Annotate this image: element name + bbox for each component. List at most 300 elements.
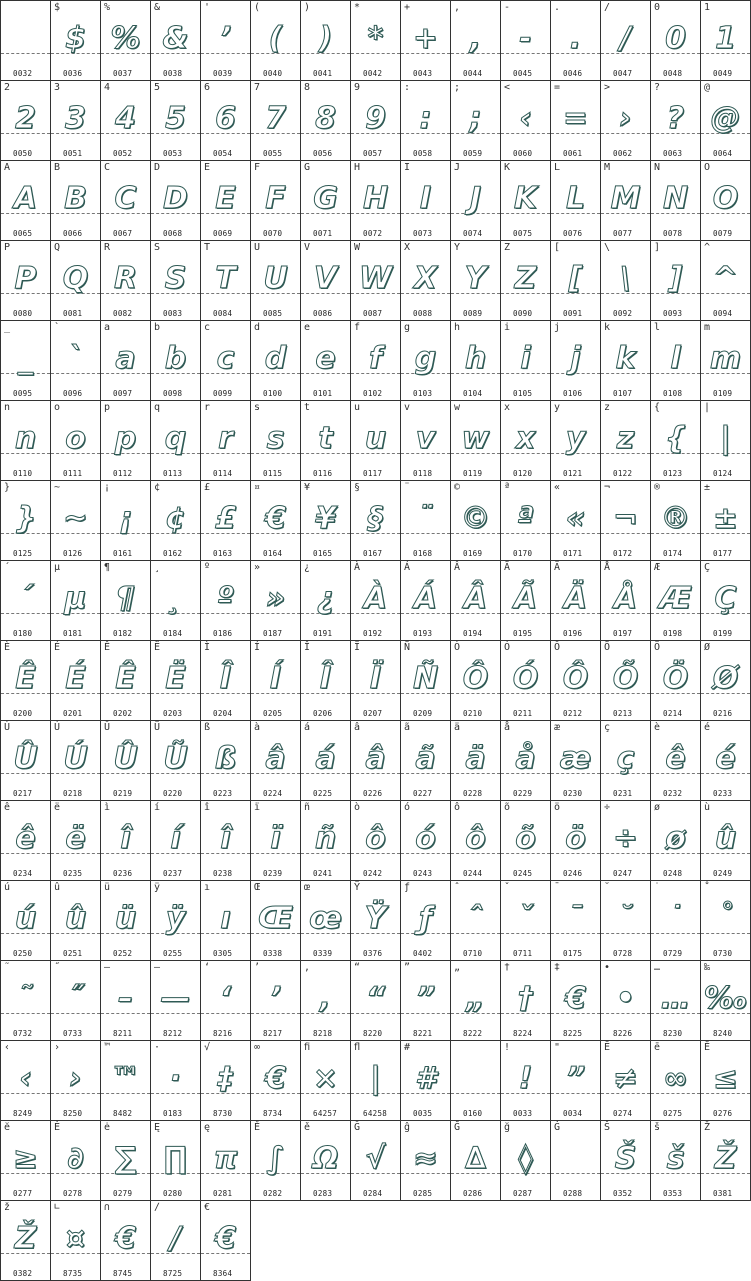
glyph-code: 0078 [663, 229, 683, 238]
glyph-label: º [204, 562, 211, 573]
glyph-label: ﬂ [354, 1042, 361, 1053]
glyph-sample: / [170, 1221, 181, 1256]
glyph-sample: J [469, 181, 482, 216]
glyph-code: 0210 [463, 709, 483, 718]
glyph-code: 0084 [213, 309, 233, 318]
glyph-sample: H [362, 181, 389, 216]
glyph-sample: û [64, 901, 87, 936]
glyph-cell [151, 1121, 201, 1201]
glyph-code: 8250 [63, 1109, 83, 1118]
glyph-sample: 5 [165, 101, 186, 136]
glyph-cell [601, 1121, 651, 1201]
glyph-label: ¬ [604, 482, 611, 493]
glyph-code: 0064 [713, 149, 733, 158]
glyph-cell [301, 561, 351, 641]
glyph-cell [651, 1121, 701, 1201]
glyph-label: Y [454, 242, 461, 253]
glyph-label: Ž [704, 1122, 711, 1133]
glyph-sample: ∂ [67, 1141, 84, 1176]
glyph-sample: ( [268, 21, 283, 56]
glyph-label: Ö [654, 642, 661, 653]
glyph-code: 0275 [663, 1109, 683, 1118]
glyph-label: ¤ [254, 482, 261, 493]
glyph-sample: L [565, 181, 586, 216]
glyph-label: ƒ [404, 882, 411, 893]
glyph-code: 0733 [63, 1029, 83, 1038]
glyph-cell [51, 241, 101, 321]
glyph-sample [1, 19, 50, 63]
glyph-cell [651, 801, 701, 881]
glyph-cell [1, 721, 51, 801]
glyph-sample: k [615, 341, 636, 376]
glyph-label: ø [654, 802, 661, 813]
glyph-label: ] [654, 242, 661, 253]
glyph-cell [351, 641, 401, 721]
glyph-cell [201, 1201, 251, 1281]
glyph-cell [301, 721, 351, 801]
glyph-code: 0228 [463, 789, 483, 798]
glyph-sample: 1 [715, 21, 736, 56]
glyph-label: Ñ [404, 642, 411, 653]
glyph-code: 0243 [413, 869, 433, 878]
glyph-code: 0201 [63, 709, 83, 718]
glyph-code: 0034 [563, 1109, 583, 1118]
glyph-sample: t [318, 421, 333, 456]
glyph-code: 0206 [313, 709, 333, 718]
glyph-label: ü [104, 882, 111, 893]
glyph-label: § [354, 482, 361, 493]
glyph-code: 0381 [713, 1189, 733, 1198]
glyph-sample: π [213, 1141, 238, 1176]
glyph-cell [201, 161, 251, 241]
glyph-sample: ’ [219, 21, 232, 56]
glyph-sample: ± [712, 501, 739, 536]
glyph-code: 0162 [163, 549, 183, 558]
glyph-code: 0085 [263, 309, 283, 318]
glyph-cell [1, 241, 51, 321]
glyph-code: 0083 [163, 309, 183, 318]
glyph-label: 1 [704, 2, 711, 13]
glyph-cell [201, 561, 251, 641]
glyph-cell [651, 881, 701, 961]
glyph-cell [651, 641, 701, 721]
glyph-label: O [704, 162, 711, 173]
glyph-label: „ [454, 962, 461, 973]
glyph-code: 0195 [513, 629, 533, 638]
glyph-code: 8221 [413, 1029, 433, 1038]
glyph-cell [401, 961, 451, 1041]
glyph-label: ß [204, 722, 211, 733]
glyph-label: % [104, 2, 111, 13]
glyph-sample: ô [365, 821, 386, 856]
glyph-sample: „ [465, 981, 486, 1016]
glyph-sample: ß [214, 741, 237, 776]
glyph-label: ∕ [154, 1202, 161, 1213]
glyph-label: Û [104, 722, 111, 733]
glyph-sample: u [364, 421, 387, 456]
glyph-label: 5 [154, 82, 161, 93]
glyph-sample: d [264, 341, 287, 376]
glyph-code: 0247 [613, 869, 633, 878]
glyph-cell [701, 1121, 751, 1201]
glyph-code: 0038 [163, 69, 183, 78]
glyph-code: 0121 [563, 469, 583, 478]
glyph-label: * [354, 2, 361, 13]
glyph-cell [451, 241, 501, 321]
glyph-code: 0204 [213, 709, 233, 718]
glyph-cell [251, 1121, 301, 1201]
glyph-label: d [254, 322, 261, 333]
glyph-sample: Û [13, 741, 38, 776]
glyph-code: 0251 [63, 949, 83, 958]
glyph-code: 0058 [413, 149, 433, 158]
glyph-sample: « [565, 501, 586, 536]
glyph-code: 0200 [13, 709, 33, 718]
glyph-label: › [54, 1042, 61, 1053]
glyph-label: C [104, 162, 111, 173]
glyph-cell [51, 801, 101, 881]
glyph-sample: ≤ [712, 1061, 739, 1096]
glyph-cell [151, 481, 201, 561]
glyph-sample: Ÿ [364, 901, 387, 936]
glyph-label: ˇ [504, 882, 511, 893]
glyph-label: + [404, 2, 411, 13]
glyph-cell [151, 881, 201, 961]
glyph-code: 8730 [213, 1109, 233, 1118]
glyph-cell [501, 1, 551, 81]
glyph-label: ® [654, 482, 661, 493]
glyph-sample: * [367, 21, 384, 56]
glyph-label: Ē [604, 1042, 611, 1053]
glyph-code: 0104 [463, 389, 483, 398]
glyph-cell [651, 321, 701, 401]
glyph-cell [501, 961, 551, 1041]
glyph-code: 8249 [13, 1109, 33, 1118]
glyph-code: 0122 [613, 469, 633, 478]
glyph-sample: ’ [269, 981, 282, 1016]
glyph-cell [451, 321, 501, 401]
glyph-sample: % [110, 21, 141, 56]
glyph-sample: ˝ [68, 981, 83, 1016]
glyph-cell [101, 641, 151, 721]
glyph-label: • [604, 962, 611, 973]
glyph-code: 0234 [13, 869, 33, 878]
glyph-label: _ [4, 322, 11, 333]
glyph-code: 0175 [563, 949, 583, 958]
glyph-cell [351, 321, 401, 401]
glyph-cell [401, 401, 451, 481]
glyph-label: e [304, 322, 311, 333]
glyph-label: É [54, 642, 61, 653]
glyph-label: ã [404, 722, 411, 733]
glyph-cell [1, 161, 51, 241]
glyph-sample: ‹ [19, 1061, 32, 1096]
glyph-sample: | [370, 1061, 381, 1096]
glyph-code: 0160 [463, 1109, 483, 1118]
glyph-cell [551, 81, 601, 161]
glyph-sample: € [265, 1061, 286, 1096]
glyph-sample: … [660, 981, 691, 1016]
glyph-code: 0125 [13, 549, 33, 558]
glyph-cell [1, 401, 51, 481]
glyph-code: 0103 [413, 389, 433, 398]
glyph-code: 0098 [163, 389, 183, 398]
glyph-code: 0032 [13, 69, 33, 78]
glyph-cell [151, 241, 201, 321]
glyph-sample: Í [269, 661, 282, 696]
glyph-code: 0052 [113, 149, 133, 158]
glyph-sample: Â [463, 581, 488, 616]
glyph-cell [601, 81, 651, 161]
glyph-sample: w [461, 421, 490, 456]
glyph-code: 0073 [413, 229, 433, 238]
glyph-cell [601, 561, 651, 641]
glyph-sample: ı [220, 901, 231, 936]
glyph-code: 0239 [263, 869, 283, 878]
glyph-code: 0093 [663, 309, 683, 318]
glyph-label: I [404, 162, 411, 173]
glyph-label: ! [504, 1042, 511, 1053]
glyph-sample: ø [665, 821, 686, 856]
glyph-cell [1, 881, 51, 961]
glyph-code: 0070 [263, 229, 283, 238]
glyph-label: — [154, 962, 161, 973]
glyph-sample: Ũ [163, 741, 188, 776]
glyph-cell [151, 1201, 201, 1281]
glyph-sample: Ö [662, 661, 689, 696]
glyph-code: 0216 [713, 709, 733, 718]
glyph-cell [501, 721, 551, 801]
glyph-code: 0090 [513, 309, 533, 318]
glyph-sample: W [358, 261, 393, 296]
glyph-label: œ [304, 882, 311, 893]
glyph-sample: m [709, 341, 742, 376]
glyph-sample: Õ [612, 661, 639, 696]
glyph-cell [251, 881, 301, 961]
glyph-cell [551, 161, 601, 241]
glyph-code: 0047 [613, 69, 633, 78]
glyph-label: ú [4, 882, 11, 893]
glyph-sample: › [69, 1061, 82, 1096]
glyph-label: ¨ [404, 482, 411, 493]
glyph-sample [551, 1139, 600, 1183]
glyph-cell [701, 481, 751, 561]
glyph-cell [251, 801, 301, 881]
glyph-code: 0079 [713, 229, 733, 238]
glyph-sample: Û [113, 741, 138, 776]
glyph-code: 0116 [313, 469, 333, 478]
glyph-cell [201, 401, 251, 481]
glyph-sample: ä [465, 741, 486, 776]
glyph-code: 8230 [663, 1029, 683, 1038]
glyph-label: x [504, 402, 511, 413]
glyph-code: 0066 [63, 229, 83, 238]
glyph-sample: z [616, 421, 635, 456]
glyph-cell [401, 1121, 451, 1201]
glyph-label: & [154, 2, 161, 13]
glyph-code: 8222 [463, 1029, 483, 1038]
glyph-code: 0237 [163, 869, 183, 878]
glyph-label: Ė [54, 1122, 61, 1133]
glyph-sample: I [419, 181, 432, 216]
glyph-code: 0102 [363, 389, 383, 398]
glyph-code: 0035 [413, 1109, 433, 1118]
glyph-label: ÷ [604, 802, 611, 813]
glyph-cell [451, 1121, 501, 1201]
glyph-cell [101, 1041, 151, 1121]
glyph-code: 64257 [313, 1109, 338, 1118]
glyph-label: È [4, 642, 11, 653]
glyph-label: ¡ [104, 482, 111, 493]
glyph-label: ó [404, 802, 411, 813]
glyph-code: 0060 [513, 149, 533, 158]
glyph-label: Ě [254, 1122, 261, 1133]
glyph-label: } [4, 482, 11, 493]
glyph-cell [101, 961, 151, 1041]
glyph-label: Ü [154, 722, 161, 733]
glyph-code: 0192 [363, 629, 383, 638]
glyph-sample: ◊ [518, 1141, 533, 1176]
glyph-label: – [104, 962, 111, 973]
glyph-cell [401, 641, 451, 721]
glyph-code: 0063 [663, 149, 683, 158]
glyph-sample: ‚ [319, 981, 332, 1016]
glyph-code: 0376 [363, 949, 383, 958]
glyph-cell [351, 961, 401, 1041]
glyph-sample: ö [565, 821, 586, 856]
glyph-cell [701, 881, 751, 961]
glyph-label: ` [54, 322, 61, 333]
glyph-sample: ¯ [568, 901, 583, 936]
glyph-label: T [204, 242, 211, 253]
glyph-code: 0181 [63, 629, 83, 638]
glyph-label: > [604, 82, 611, 93]
glyph-label: … [654, 962, 661, 973]
glyph-sample: Å [613, 581, 638, 616]
glyph-sample: ‰ [703, 981, 748, 1016]
glyph-cell [401, 721, 451, 801]
glyph-cell [601, 1, 651, 81]
glyph-label: è [654, 722, 661, 733]
glyph-label: l [654, 322, 661, 333]
glyph-label: ~ [54, 482, 61, 493]
glyph-sample: V [313, 261, 338, 296]
glyph-label: Š [604, 1122, 611, 1133]
glyph-cell [251, 1041, 301, 1121]
glyph-sample: ¿ [316, 581, 335, 616]
glyph-cell [701, 961, 751, 1041]
glyph-sample: € [115, 1221, 136, 1256]
glyph-sample: Q [62, 261, 89, 296]
glyph-sample: ô [465, 821, 486, 856]
glyph-sample: x [515, 421, 536, 456]
glyph-sample: T [215, 261, 236, 296]
glyph-sample: » [265, 581, 286, 616]
glyph-cell [101, 1, 151, 81]
glyph-sample: ^ [712, 261, 739, 296]
glyph-label: " [554, 1042, 561, 1053]
glyph-sample: ˚ [718, 901, 733, 936]
glyph-label: Æ [654, 562, 661, 573]
glyph-sample: ˙ [668, 901, 683, 936]
glyph-label: z [604, 402, 611, 413]
glyph-cell [701, 321, 751, 401]
glyph-sample: ” [415, 981, 436, 1016]
glyph-code: 0225 [313, 789, 333, 798]
glyph-cell [351, 1, 401, 81]
glyph-code: 0096 [63, 389, 83, 398]
glyph-code: 0076 [563, 229, 583, 238]
glyph-code: 8482 [113, 1109, 133, 1118]
glyph-cell [601, 481, 651, 561]
glyph-code: 0197 [613, 629, 633, 638]
glyph-label: [ [554, 242, 561, 253]
glyph-code: 8226 [613, 1029, 633, 1038]
glyph-cell [51, 1201, 101, 1281]
glyph-label: ù [704, 802, 711, 813]
glyph-sample: Ø [712, 661, 739, 696]
glyph-code: 0218 [63, 789, 83, 798]
glyph-sample: P [14, 261, 37, 296]
glyph-label: c [204, 322, 211, 333]
glyph-label: p [104, 402, 111, 413]
glyph-cell [501, 1121, 551, 1201]
glyph-cell [601, 881, 651, 961]
glyph-label: ˜ [4, 962, 11, 973]
glyph-sample: = [562, 101, 589, 136]
glyph-label: K [504, 162, 511, 173]
glyph-label: Ğ [454, 1122, 461, 1133]
glyph-sample: É [65, 661, 86, 696]
glyph-code: 0054 [213, 149, 233, 158]
glyph-code: 0048 [663, 69, 683, 78]
glyph-cell [51, 721, 101, 801]
glyph-label: ª [504, 482, 511, 493]
glyph-label: # [404, 1042, 411, 1053]
glyph-sample: ‹ [519, 101, 532, 136]
glyph-code: 0274 [613, 1109, 633, 1118]
glyph-code: 0167 [363, 549, 383, 558]
glyph-code: 0202 [113, 709, 133, 718]
glyph-label: Í [254, 642, 261, 653]
glyph-sample: , [469, 21, 482, 56]
glyph-cell [201, 801, 251, 881]
glyph-label: Ø [704, 642, 711, 653]
glyph-cell [1, 321, 51, 401]
glyph-cell [401, 1041, 451, 1121]
glyph-label: ö [554, 802, 561, 813]
glyph-cell [1, 81, 51, 161]
glyph-sample: ÷ [612, 821, 639, 856]
glyph-sample: Ú [63, 741, 88, 776]
glyph-label: 7 [254, 82, 261, 93]
glyph-sample: o [65, 421, 86, 456]
glyph-sample: v [415, 421, 436, 456]
glyph-label: ı [204, 882, 211, 893]
glyph-cell [701, 561, 751, 641]
glyph-cell [251, 1, 301, 81]
glyph-code: 0224 [263, 789, 283, 798]
glyph-code: 0283 [313, 1189, 333, 1198]
glyph-code: 0250 [13, 949, 33, 958]
glyph-sample: õ [515, 821, 536, 856]
glyph-code: 0207 [363, 709, 383, 718]
glyph-cell [701, 641, 751, 721]
glyph-cell [251, 641, 301, 721]
glyph-code: 0095 [13, 389, 33, 398]
glyph-code: 0171 [563, 549, 583, 558]
glyph-sample: é [715, 741, 736, 776]
